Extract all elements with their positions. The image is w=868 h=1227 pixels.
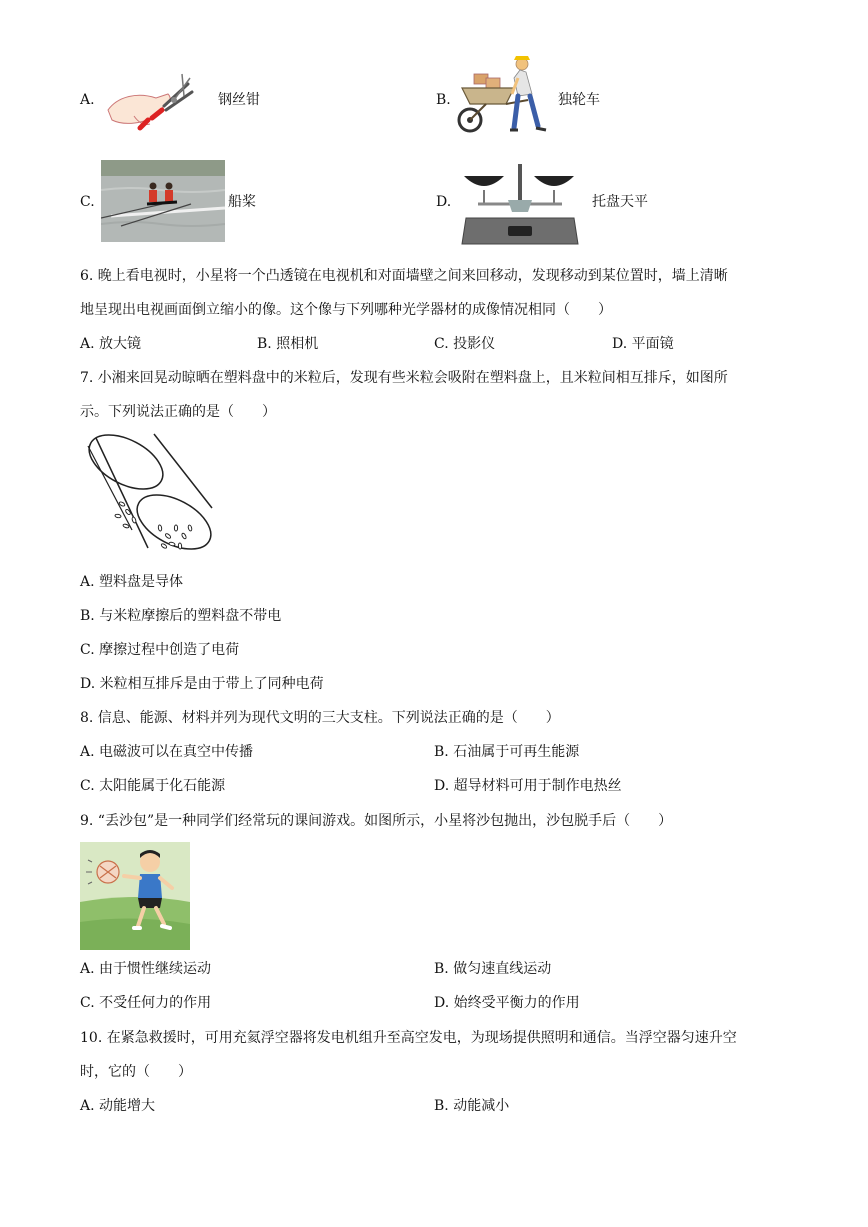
q7-option-d: D. 米粒相互排斥是由于带上了同种电荷 [80, 676, 324, 692]
q9-option-b: B. 做匀速直线运动 [434, 961, 552, 977]
wheelbarrow-worker-illustration [456, 54, 552, 140]
q8-option-d: D. 超导材料可用于制作电热丝 [434, 778, 622, 794]
q6-option-c: C. 投影仪 [434, 336, 496, 352]
q9-option-a: A. 由于惯性继续运动 [80, 961, 212, 977]
q8-option-b: B. 石油属于可再生能源 [434, 744, 580, 760]
q5-option-a-letter: A. [80, 92, 95, 108]
q5-option-a-label: 钢丝钳 [218, 92, 260, 108]
q5-option-c-letter: C. [80, 194, 95, 210]
q6-stem-line-1: 6. 晚上看电视时，小星将一个凸透镜在电视机和对面墙壁之间来回移动，发现移动到某位置时，墙上清晰 [80, 268, 728, 284]
q6-option-b: B. 照相机 [257, 336, 319, 352]
plastic-tray-rice-illustration [80, 432, 220, 562]
rowing-photo [101, 160, 225, 242]
q5-option-d-letter: D. [436, 194, 452, 210]
q9-stem: 9. “丢沙包”是一种同学们经常玩的课间游戏。如图所示，小星将沙包抛出，沙包脱手后（ ） [80, 813, 673, 829]
q9-option-d: D. 始终受平衡力的作用 [434, 995, 580, 1011]
q5-option-d-label: 托盘天平 [592, 194, 648, 210]
q5-option-b-label: 独轮车 [558, 92, 600, 108]
q7-option-a: A. 塑料盘是导体 [80, 574, 184, 590]
q7-option-c: C. 摩擦过程中创造了电荷 [80, 642, 240, 658]
pliers-hand-illustration [104, 70, 212, 134]
q8-option-a: A. 电磁波可以在真空中传播 [80, 744, 254, 760]
q8-option-c: C. 太阳能属于化石能源 [80, 778, 226, 794]
q6-option-a: A. 放大镜 [80, 336, 142, 352]
boy-throwing-sandbag-illustration [80, 842, 190, 950]
q7-option-b: B. 与米粒摩擦后的塑料盘不带电 [80, 608, 282, 624]
q5-option-c-label: 船桨 [228, 194, 256, 210]
q10-option-a: A. 动能增大 [80, 1098, 156, 1114]
q6-stem-line-2: 地呈现出电视画面倒立缩小的像。这个像与下列哪种光学器材的成像情况相同（ ） [80, 302, 612, 318]
q7-stem-line-2: 示。下列说法正确的是（ ） [80, 404, 276, 420]
q10-stem-line-1: 10. 在紧急救援时，可用充氦浮空器将发电机组升至高空发电，为现场提供照明和通信。当浮空器匀速升空 [80, 1030, 737, 1046]
q10-option-b: B. 动能减小 [434, 1098, 510, 1114]
q8-stem: 8. 信息、能源、材料并列为现代文明的三大支柱。下列说法正确的是（ ） [80, 710, 560, 726]
q9-option-c: C. 不受任何力的作用 [80, 995, 212, 1011]
q7-stem-line-1: 7. 小湘来回晃动晾晒在塑料盘中的米粒后，发现有些米粒会吸附在塑料盘上，且米粒间相互排斥，如图所 [80, 370, 728, 386]
q10-stem-line-2: 时，它的（ ） [80, 1064, 192, 1080]
q6-option-d: D. 平面镜 [612, 336, 674, 352]
pan-balance-illustration [458, 160, 582, 248]
q5-option-b-letter: B. [436, 92, 451, 108]
